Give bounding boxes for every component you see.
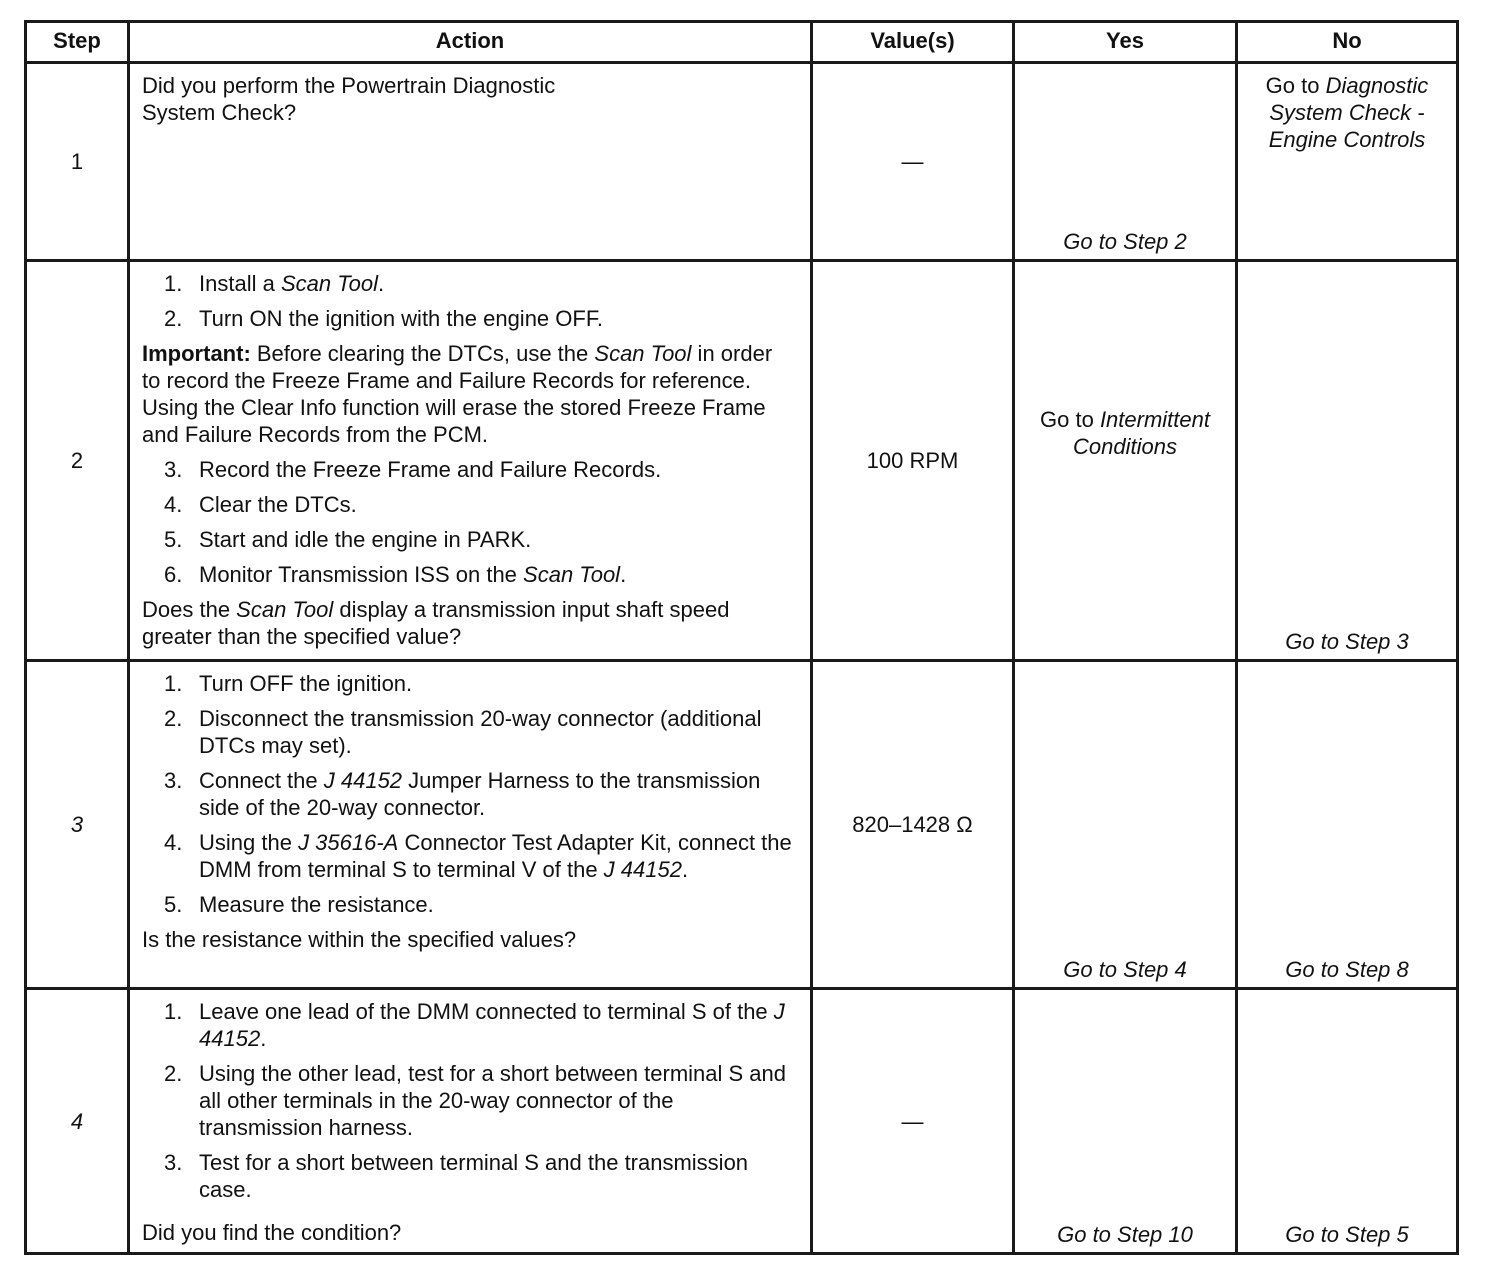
important-label: Important: bbox=[142, 341, 251, 366]
header-action: Action bbox=[129, 22, 812, 63]
item-text: Turn ON the ignition with the engine OFF. bbox=[199, 306, 603, 331]
item-number: 5. bbox=[164, 527, 183, 552]
item-text: Test for a short between terminal S and the transmission case. bbox=[199, 1150, 749, 1202]
action-question: Did you perform the Powertrain Diagnostic System Check? bbox=[142, 73, 556, 125]
item-tool: J 35616-A bbox=[298, 830, 399, 855]
no-link[interactable]: Go to Step 8 bbox=[1285, 957, 1409, 982]
item-number: 1. bbox=[164, 671, 183, 696]
list-item bbox=[142, 526, 796, 553]
no-link[interactable]: Go to Step 3 bbox=[1285, 629, 1409, 654]
yes-link-prefix: Go to bbox=[1040, 407, 1100, 432]
yes-cell bbox=[1014, 261, 1237, 661]
item-number: 4. bbox=[164, 830, 183, 855]
no-cell bbox=[1237, 661, 1458, 989]
value-cell: 100 RPM bbox=[812, 261, 1014, 661]
action-cell bbox=[129, 989, 812, 1254]
step-number: 4 bbox=[26, 989, 129, 1254]
item-text: Clear the DTCs. bbox=[199, 492, 357, 517]
item-number: 3. bbox=[164, 768, 183, 793]
header-yes: Yes bbox=[1014, 22, 1237, 63]
value-cell: 820–1428 Ω bbox=[812, 661, 1014, 989]
item-text: . bbox=[681, 857, 689, 882]
item-text: Jumper Harness to the transmission side of the 20-way connector. bbox=[199, 768, 761, 820]
no-link-prefix: Go to bbox=[1265, 73, 1326, 98]
item-tool: J 44152 bbox=[199, 999, 785, 1051]
list-item bbox=[142, 491, 796, 518]
item-number: 4. bbox=[164, 492, 183, 517]
yes-link-target: Intermittent Conditions bbox=[1073, 407, 1210, 459]
step-number: 3 bbox=[26, 661, 129, 989]
item-number: 3. bbox=[164, 457, 183, 482]
list-item bbox=[142, 1149, 796, 1203]
item-number: 2. bbox=[164, 1061, 183, 1086]
note-tool: Scan Tool bbox=[594, 341, 692, 366]
yes-cell bbox=[1014, 661, 1237, 989]
table-row bbox=[26, 261, 1458, 661]
table-row bbox=[26, 661, 1458, 989]
list-item bbox=[142, 891, 796, 918]
item-text: Disconnect the transmission 20-way connector (additional DTCs may set). bbox=[199, 706, 762, 758]
item-text: Connect the bbox=[199, 768, 324, 793]
list-item bbox=[142, 305, 796, 332]
diagnostic-table bbox=[24, 20, 1459, 1255]
list-item bbox=[142, 829, 796, 883]
item-text: Monitor Transmission ISS on the bbox=[199, 562, 524, 587]
header-no: No bbox=[1237, 22, 1458, 63]
item-text: Record the Freeze Frame and Failure Records. bbox=[199, 457, 662, 482]
step-number: 2 bbox=[26, 261, 129, 661]
yes-link[interactable] bbox=[1015, 406, 1235, 460]
item-text: . bbox=[377, 271, 385, 296]
action-question bbox=[142, 596, 796, 650]
item-text: Using the bbox=[199, 830, 299, 855]
item-number: 1. bbox=[164, 271, 183, 296]
no-link[interactable]: Go to Step 5 bbox=[1285, 1222, 1409, 1247]
item-text: Measure the resistance. bbox=[199, 892, 434, 917]
item-tool: J 44152 bbox=[603, 857, 682, 882]
table-row bbox=[26, 989, 1458, 1254]
item-number: 2. bbox=[164, 706, 183, 731]
item-text: Start and idle the engine in PARK. bbox=[199, 527, 532, 552]
item-tool: J 44152 bbox=[323, 768, 403, 793]
item-number: 5. bbox=[164, 892, 183, 917]
item-text: Using the other lead, test for a short between terminal S and all other terminals in the 20-way connector of the transmission harness. bbox=[199, 1061, 786, 1140]
list-item bbox=[142, 1060, 796, 1141]
no-link[interactable] bbox=[1266, 73, 1429, 152]
action-list bbox=[142, 998, 796, 1203]
yes-link[interactable]: Go to Step 4 bbox=[1063, 957, 1187, 982]
list-item bbox=[142, 561, 796, 588]
no-cell bbox=[1237, 63, 1458, 261]
list-item bbox=[142, 456, 796, 483]
list-item bbox=[142, 670, 796, 697]
action-cell bbox=[129, 261, 812, 661]
action-cell bbox=[129, 63, 812, 261]
no-cell bbox=[1237, 261, 1458, 661]
action-list bbox=[142, 456, 796, 588]
item-number: 6. bbox=[164, 562, 183, 587]
header-values: Value(s) bbox=[812, 22, 1014, 63]
important-note bbox=[142, 340, 796, 448]
value-cell: — bbox=[812, 989, 1014, 1254]
table-row bbox=[26, 63, 1458, 261]
item-tool: Scan Tool bbox=[523, 562, 621, 587]
item-number: 1. bbox=[164, 999, 183, 1024]
step-number: 1 bbox=[26, 63, 129, 261]
yes-cell bbox=[1014, 63, 1237, 261]
action-question: Is the resistance within the specified values? bbox=[142, 927, 577, 952]
list-item bbox=[142, 767, 796, 821]
item-tool: Scan Tool bbox=[280, 271, 378, 296]
question-text: display a transmission input shaft speed greater than the specified value? bbox=[142, 597, 730, 649]
note-text: Before clearing the DTCs, use the bbox=[250, 341, 595, 366]
value-cell: — bbox=[812, 63, 1014, 261]
item-text: Connector Test Adapter Kit, connect the DMM from terminal S to terminal V of the bbox=[199, 830, 792, 882]
list-item bbox=[142, 270, 796, 297]
item-text: Install a bbox=[199, 271, 281, 296]
item-text: . bbox=[260, 1026, 267, 1051]
no-link-target: Diagnostic System Check - Engine Controls bbox=[1268, 73, 1429, 152]
item-text: Leave one lead of the DMM connected to terminal S of the bbox=[199, 999, 774, 1024]
item-text: Turn OFF the ignition. bbox=[199, 671, 413, 696]
no-cell bbox=[1237, 989, 1458, 1254]
item-number: 2. bbox=[164, 306, 183, 331]
yes-link[interactable]: Go to Step 2 bbox=[1063, 229, 1187, 254]
yes-cell bbox=[1014, 989, 1237, 1254]
list-item bbox=[142, 998, 796, 1052]
question-tool: Scan Tool bbox=[236, 597, 334, 622]
note-text: in order to record the Freeze Frame and Failure Records for reference. Using the Clear Info function will erase the stored Freeze Frame and Failure Records from the PCM. bbox=[142, 341, 773, 447]
action-list bbox=[142, 270, 796, 332]
item-number: 3. bbox=[164, 1150, 183, 1175]
question-text: Does the bbox=[142, 597, 237, 622]
yes-link[interactable]: Go to Step 10 bbox=[1057, 1222, 1193, 1247]
item-text: . bbox=[620, 562, 627, 587]
header-row bbox=[26, 22, 1458, 63]
header-step: Step bbox=[26, 22, 129, 63]
action-question: Did you find the condition? bbox=[142, 1220, 402, 1245]
action-list bbox=[142, 670, 796, 918]
action-cell bbox=[129, 661, 812, 989]
list-item bbox=[142, 705, 796, 759]
